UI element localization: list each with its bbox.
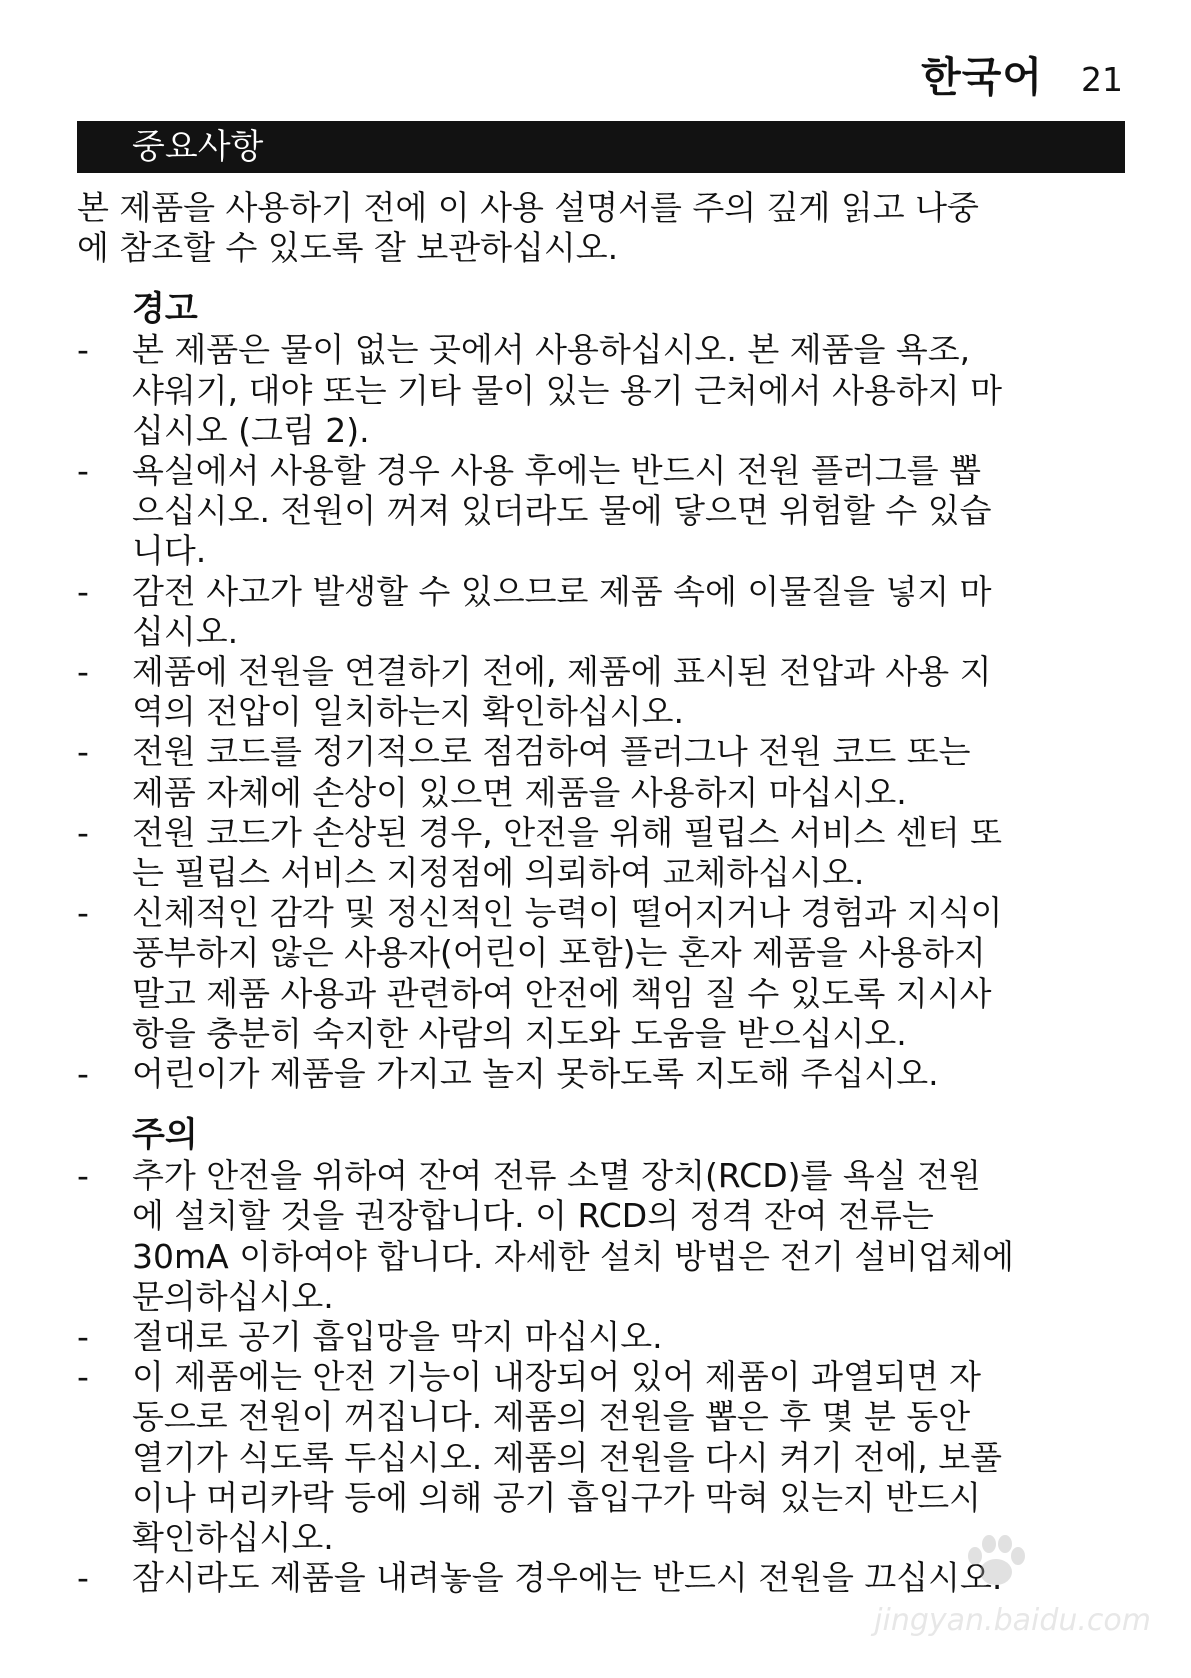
bullet-dash: - bbox=[77, 451, 89, 491]
page-content bbox=[77, 188, 1127, 1599]
watermark bbox=[874, 1518, 1151, 1638]
warning-item-line: 제품에 전원을 연결하기 전에, 제품에 표시된 전압과 사용 지 bbox=[132, 652, 992, 692]
warning-item-line: 역의 전압이 일치하는지 확인하십시오. bbox=[132, 692, 685, 732]
warning-item-line: 감전 사고가 발생할 수 있으므로 제품 속에 이물질을 넣지 마 bbox=[132, 571, 992, 611]
section-title: 중요사항 bbox=[132, 127, 264, 167]
bullet-dash: - bbox=[77, 812, 89, 852]
caution-item-line: 확인하십시오. bbox=[132, 1518, 334, 1558]
bullet-dash: - bbox=[77, 1357, 89, 1397]
warning-item bbox=[77, 572, 1127, 652]
intro-paragraph bbox=[77, 188, 1127, 268]
warning-item-line: 신체적인 감각 및 정신적인 능력이 떨어지거나 경험과 지식이 bbox=[132, 893, 1003, 933]
warning-item-line: 풍부하지 않은 사용자(어린이 포함)는 혼자 제품을 사용하지 bbox=[132, 933, 986, 973]
caution-item bbox=[77, 1317, 1127, 1357]
warning-item-line: 본 제품은 물이 없는 곳에서 사용하십시오. 본 제품을 욕조, bbox=[132, 330, 971, 370]
warning-item-line: 어린이가 제품을 가지고 놀지 못하도록 지도해 주십시오. bbox=[132, 1054, 939, 1094]
warning-item-line: 전원 코드가 손상된 경우, 안전을 위해 필립스 서비스 센터 또 bbox=[132, 812, 1002, 852]
warning-item-line: 말고 제품 사용과 관련하여 안전에 책임 질 수 있도록 지시사 bbox=[132, 973, 992, 1013]
bullet-dash: - bbox=[77, 330, 89, 370]
warning-item-line: 항을 충분히 숙지한 사람의 지도와 도움을 받으십시오. bbox=[132, 1013, 907, 1053]
caution-item-line: 추가 안전을 위하여 잔여 전류 소멸 장치(RCD)를 욕실 전원 bbox=[132, 1156, 981, 1196]
warning-item-line: 니다. bbox=[132, 531, 207, 571]
baidu-paw-icon bbox=[961, 1532, 1031, 1592]
warning-heading: 경고 bbox=[132, 289, 198, 330]
section-title-bar bbox=[77, 121, 1125, 173]
watermark-text: jingyan.baidu.com bbox=[874, 1603, 1151, 1638]
warning-item-line: 십시오 (그림 2). bbox=[132, 410, 370, 450]
warning-item-line: 샤워기, 대야 또는 기타 물이 있는 용기 근처에서 사용하지 마 bbox=[132, 370, 1002, 410]
warning-list bbox=[77, 330, 1127, 1094]
bullet-dash: - bbox=[77, 1054, 89, 1094]
bullet-dash: - bbox=[77, 571, 89, 611]
caution-item-line: 절대로 공기 흡입망을 막지 마십시오. bbox=[132, 1317, 663, 1357]
caution-heading: 주의 bbox=[132, 1115, 198, 1156]
warning-item-line: 전원 코드를 정기적으로 점검하여 플러그나 전원 코드 또는 bbox=[132, 732, 971, 772]
intro-line: 에 참조할 수 있도록 잘 보관하십시오. bbox=[77, 228, 619, 268]
warning-item bbox=[77, 893, 1127, 1054]
caution-item-line: 잠시라도 제품을 내려놓을 경우에는 반드시 전원을 끄십시오. bbox=[132, 1558, 1003, 1598]
page-header bbox=[921, 44, 1123, 103]
warning-item-line: 으십시오. 전원이 꺼져 있더라도 물에 닿으면 위험할 수 있습 bbox=[132, 491, 992, 531]
warning-item bbox=[77, 813, 1127, 893]
warning-item bbox=[77, 330, 1127, 451]
warning-item-line: 제품 자체에 손상이 있으면 제품을 사용하지 마십시오. bbox=[132, 772, 907, 812]
warning-item-line: 는 필립스 서비스 지정점에 의뢰하여 교체하십시오. bbox=[132, 853, 865, 893]
bullet-dash: - bbox=[77, 893, 89, 933]
bullet-dash: - bbox=[77, 1156, 89, 1196]
caution-item-line: 열기가 식도록 두십시오. 제품의 전원을 다시 켜기 전에, 보풀 bbox=[132, 1437, 1002, 1477]
caution-item-line: 이 제품에는 안전 기능이 내장되어 있어 제품이 과열되면 자 bbox=[132, 1357, 981, 1397]
bullet-dash: - bbox=[77, 732, 89, 772]
page-number: 21 bbox=[1081, 60, 1123, 99]
caution-item-line: 이나 머리카락 등에 의해 공기 흡입구가 막혀 있는지 반드시 bbox=[132, 1477, 981, 1517]
intro-line: 본 제품을 사용하기 전에 이 사용 설명서를 주의 깊게 읽고 나중 bbox=[77, 188, 979, 227]
caution-item-line: 30mA 이하여야 합니다. 자세한 설치 방법은 전기 설비업체에 bbox=[132, 1236, 1014, 1276]
warning-item bbox=[77, 1054, 1127, 1094]
caution-item-line: 동으로 전원이 꺼집니다. 제품의 전원을 뽑은 후 몇 분 동안 bbox=[132, 1397, 971, 1437]
warning-item bbox=[77, 451, 1127, 572]
caution-item-line: 에 설치할 것을 권장합니다. 이 RCD의 정격 잔여 전류는 bbox=[132, 1196, 934, 1236]
bullet-dash: - bbox=[77, 1558, 89, 1598]
caution-item bbox=[77, 1156, 1127, 1317]
warning-item bbox=[77, 732, 1127, 812]
warning-item-line: 십시오. bbox=[132, 611, 239, 651]
language-label: 한국어 bbox=[921, 53, 1043, 101]
bullet-dash: - bbox=[77, 652, 89, 692]
warning-item-line: 욕실에서 사용할 경우 사용 후에는 반드시 전원 플러그를 뽑 bbox=[132, 451, 981, 491]
caution-item-line: 문의하십시오. bbox=[132, 1276, 334, 1316]
bullet-dash: - bbox=[77, 1317, 89, 1357]
warning-item bbox=[77, 652, 1127, 732]
